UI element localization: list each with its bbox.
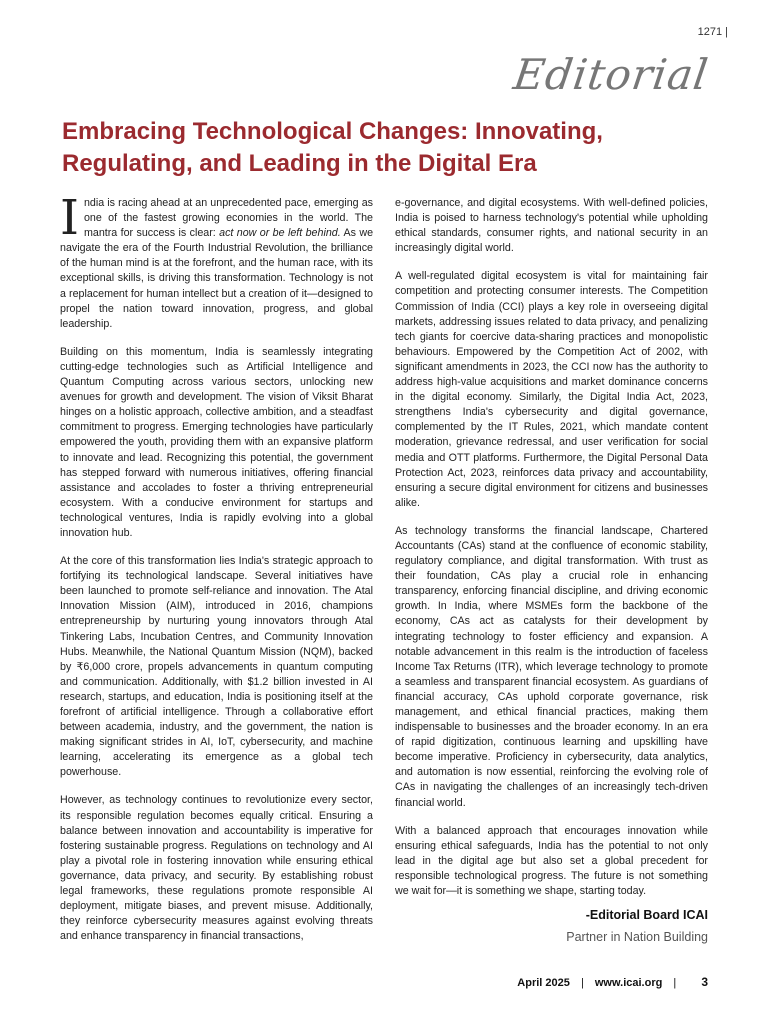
footer-website[interactable]: www.icai.org xyxy=(594,977,663,989)
section-heading: Editorial xyxy=(510,50,712,99)
paragraph-1 xyxy=(60,190,374,332)
left-column xyxy=(60,190,374,957)
footer-separator: | xyxy=(580,977,584,989)
paragraph-2: Building on this momentum, India is seamlessly integrating cutting-edge technologies such as Artificial Intelligence and Quantum Computing across various sectors, unlocking new avenues for growth and development. The vision of Viksit Bharat hinges on a holistic approach, collective ambition, and a steadfast commitment to progress. Emerging technologies have particularly empowered the youth, providing them with an expansive platform to innovate and lead. Recognizing this potential, the government has stepped forward with numerous initiatives, offering financial assistance and accolades to foster a thriving entrepreneurial ecosystem. With a conducive environment for startups and technological ventures, India is rapidly evolving into a global innovation hub. xyxy=(60,345,373,539)
paragraph-7: As technology transforms the financial landscape, Chartered Accountants (CAs) stand at the confluence of economic stability, regulatory compliance, and digital transformation. With trust as their foundation, CAs play a crucial role in enhancing transparency, enforcing financial discipline, and driving economic growth. In India, where MSMEs form the backbone of the economy, CAs act as catalysts for their development by integrating technology to foster efficiency and expansion. A notable advancement in this realm is the introduction of faceless Income Tax Returns (ITR), which leverage technology to promote a seamless and transparent financial ecosystem. As guardians of financial accuracy, CAs uphold corporate governance, risk management, and ethical financial practices, making them indispensable to businesses and the broader economy. In an era of rapid digitization, continuous learning and upskilling have become imperative. Proficiency in cybersecurity, data analytics, and automation is now essential, reinforcing the evolving role of CAs in navigating the challenges of an increasingly tech-driven financial world. xyxy=(395,524,708,809)
paragraph-5: e-governance, and digital ecosystems. With well-defined policies, India is poised to harness technology's potential while upholding ethical standards, consumer rights, and national security in an increasingly digital world. xyxy=(395,197,708,255)
paragraph-4: However, as technology continues to revolutionize every sector, its responsible regulation becomes equally critical. Ensuring a balance between innovation and accountability is imperative for fostering sustainable progress. Regulations on technology and AI play a pivotal role in fostering innovation while ensuring ethical governance, data privacy, and security. By establishing robust legal frameworks, these regulations promote responsible AI deployment, mitigate biases, and prevent misuse. Additionally, they reinforce cybersecurity measures against evolving threats and enhance transparency in financial transactions, xyxy=(60,794,373,943)
footer-page-number: 3 xyxy=(701,975,708,989)
paragraph-8: With a balanced approach that encourages innovation while ensuring ethical safeguards, India has the potential to not only lead in the digital age but also set a global precedent for responsible technological progress. The future is not something we wait for—it is something we shape, starting today. xyxy=(395,824,708,898)
page-marker: 1271 | xyxy=(697,26,728,38)
footer-date: April 2025 xyxy=(517,977,570,989)
article-title: Embracing Technological Changes: Innovating, Regulating, and Leading in the Digital Era xyxy=(62,118,603,177)
paragraph-1-text: ndia is racing ahead at an unprecedented pace, emerging as one of the fastest growing economies in the world. The mantra for success is clear: xyxy=(83,197,373,240)
paragraph-6: A well-regulated digital ecosystem is vital for maintaining fair competition and protecting consumer interests. The Competition Commission of India (CCI) plays a key role in overseeing digital markets, addressing issues related to data privacy, and penalizing tech giants for coercive data-sharing practices and monopolistic behaviours. Empowered by the Competition Act of 2002, with significant amendments in 2023, the CCI now has the authority to address high-value acquisitions and market dominance concerns in the digital economy. Similarly, the Digital India Act, 2023, strengthens India's cybersecurity and digital governance, complemented by the IT Rules, 2021, which mandate content moderation, grievance redressal, and user verification for social media and OTT platforms. Furthermore, the Digital Personal Data Protection Act, 2023, reinforces data privacy and accountability, ensuring a secure digital environment for citizens and businesses alike. xyxy=(395,270,708,509)
signature-name: -Editorial Board ICAI xyxy=(585,908,708,922)
drop-cap: I xyxy=(60,190,79,246)
footer-separator: | xyxy=(673,977,677,989)
paragraph-1-emphasis: act now or be left behind. xyxy=(219,227,341,240)
page-footer xyxy=(517,975,708,989)
right-column xyxy=(395,196,708,912)
signature-tagline: Partner in Nation Building xyxy=(566,930,708,944)
paragraph-3: At the core of this transformation lies India's strategic approach to fortifying its technological landscape. Several initiatives have been launched to promote self-reliance and innovation. The Atal Innovation Mission (AIM), introduced in 2016, champions entrepreneurship by nurturing young innovators through Atal Tinkering Labs, Incubation Centres, and Community Innovation Hubs. Meanwhile, the National Quantum Mission (NQM), backed by ₹6,000 crore, propels advancements in quantum computing and communication. Additionally, with $1.2 billion invested in AI research, startups, and education, India is positioning itself at the forefront of artificial intelligence. Through a collaborative effort between academia, industry, and the government, the nation is making significant strides in AI, IoT, cybersecurity, and machine learning, accelerating its emergence as a global tech powerhouse. xyxy=(60,555,373,779)
paragraph-1-end: As we navigate the era of the Fourth Industrial Revolution, the brilliance of the human mind is at the forefront, and the human race, with its exceptional skills, is driving this transformation. Technology is not a replacement for human intellect but a creation of it—designed to propel the nation toward innovation, progress, and global leadership. xyxy=(60,227,374,330)
